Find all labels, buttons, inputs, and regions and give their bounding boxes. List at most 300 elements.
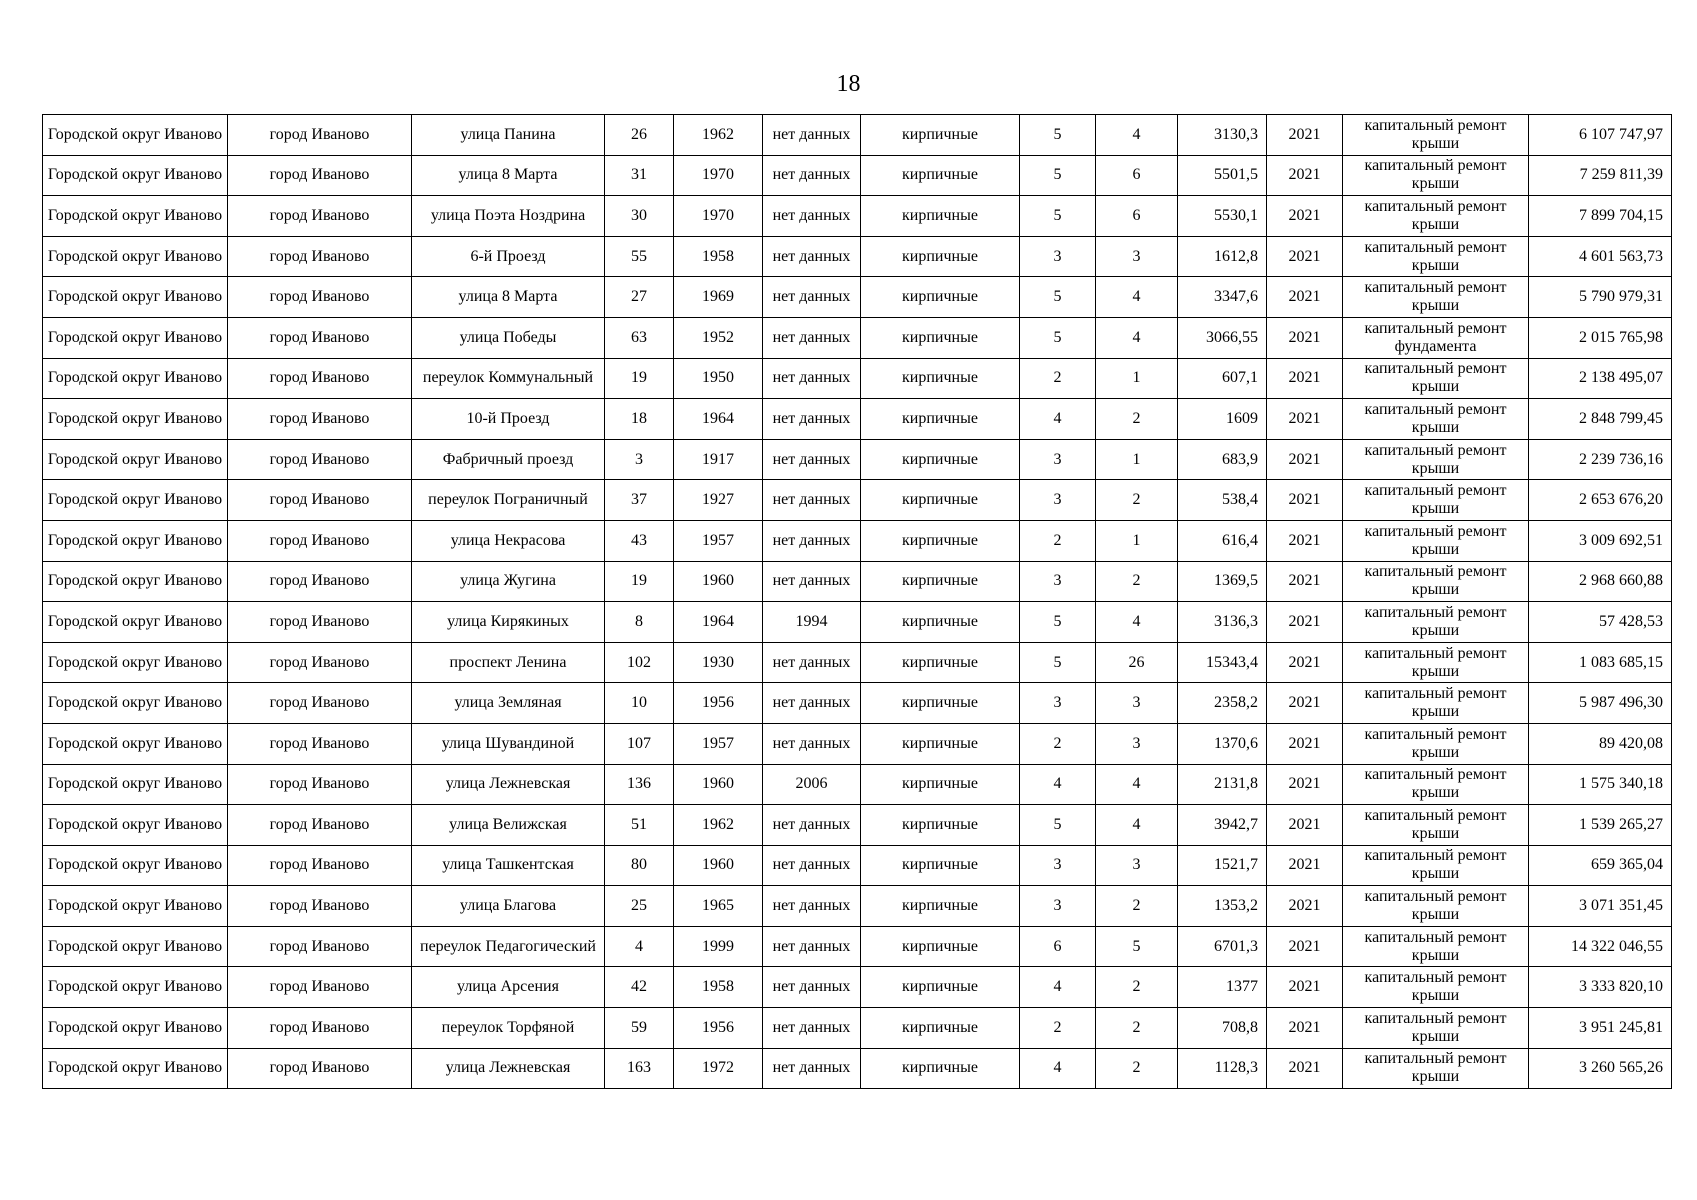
cell-street: улица 8 Марта bbox=[412, 155, 605, 196]
cell-plan-year: 2021 bbox=[1267, 358, 1343, 399]
cell-city: город Иваново bbox=[228, 805, 412, 846]
cell-year-built: 1969 bbox=[674, 277, 763, 318]
cell-plan-year: 2021 bbox=[1267, 439, 1343, 480]
cell-year-renovated: нет данных bbox=[763, 886, 861, 927]
cell-city: город Иваново bbox=[228, 642, 412, 683]
cell-house-number: 26 bbox=[605, 115, 674, 156]
cell-house-number: 42 bbox=[605, 967, 674, 1008]
cell-cost: 57 428,53 bbox=[1529, 602, 1672, 643]
cell-entrances: 1 bbox=[1096, 520, 1178, 561]
cell-street: улица Победы bbox=[412, 317, 605, 358]
cell-plan-year: 2021 bbox=[1267, 480, 1343, 521]
cell-district: Городской округ Иваново bbox=[43, 845, 228, 886]
cell-wall-material: кирпичные bbox=[861, 236, 1020, 277]
cell-floors: 4 bbox=[1020, 967, 1096, 1008]
cell-wall-material: кирпичные bbox=[861, 196, 1020, 237]
cell-plan-year: 2021 bbox=[1267, 805, 1343, 846]
cell-year-renovated: нет данных bbox=[763, 358, 861, 399]
cell-plan-year: 2021 bbox=[1267, 845, 1343, 886]
cell-entrances: 2 bbox=[1096, 480, 1178, 521]
cell-district: Городской округ Иваново bbox=[43, 886, 228, 927]
cell-cost: 14 322 046,55 bbox=[1529, 926, 1672, 967]
table-row bbox=[43, 439, 1672, 480]
cell-plan-year: 2021 bbox=[1267, 115, 1343, 156]
cell-entrances: 4 bbox=[1096, 277, 1178, 318]
table-row bbox=[43, 886, 1672, 927]
cell-year-built: 1956 bbox=[674, 1008, 763, 1049]
cell-year-built: 1999 bbox=[674, 926, 763, 967]
table-row bbox=[43, 317, 1672, 358]
cell-entrances: 3 bbox=[1096, 683, 1178, 724]
cell-area: 3130,3 bbox=[1178, 115, 1267, 156]
cell-year-renovated: нет данных bbox=[763, 642, 861, 683]
cell-house-number: 18 bbox=[605, 399, 674, 440]
cell-year-built: 1957 bbox=[674, 520, 763, 561]
cell-wall-material: кирпичные bbox=[861, 642, 1020, 683]
cell-district: Городской округ Иваново bbox=[43, 1008, 228, 1049]
cell-year-renovated: нет данных bbox=[763, 967, 861, 1008]
cell-floors: 2 bbox=[1020, 358, 1096, 399]
cell-area: 538,4 bbox=[1178, 480, 1267, 521]
cell-district: Городской округ Иваново bbox=[43, 683, 228, 724]
cell-entrances: 1 bbox=[1096, 358, 1178, 399]
cell-area: 708,8 bbox=[1178, 1008, 1267, 1049]
cell-year-renovated: нет данных bbox=[763, 155, 861, 196]
cell-area: 1612,8 bbox=[1178, 236, 1267, 277]
cell-area: 6701,3 bbox=[1178, 926, 1267, 967]
cell-entrances: 6 bbox=[1096, 196, 1178, 237]
table-row bbox=[43, 602, 1672, 643]
cell-city: город Иваново bbox=[228, 439, 412, 480]
cell-plan-year: 2021 bbox=[1267, 602, 1343, 643]
cell-year-renovated: нет данных bbox=[763, 805, 861, 846]
cell-year-renovated: нет данных bbox=[763, 520, 861, 561]
cell-year-built: 1958 bbox=[674, 236, 763, 277]
cell-district: Городской округ Иваново bbox=[43, 196, 228, 237]
cell-year-built: 1930 bbox=[674, 642, 763, 683]
cell-work-type: капитальный ремонт крыши bbox=[1343, 1008, 1529, 1049]
cell-year-built: 1957 bbox=[674, 723, 763, 764]
cell-wall-material: кирпичные bbox=[861, 1008, 1020, 1049]
cell-wall-material: кирпичные bbox=[861, 926, 1020, 967]
cell-cost: 2 239 736,16 bbox=[1529, 439, 1672, 480]
cell-house-number: 25 bbox=[605, 886, 674, 927]
cell-district: Городской округ Иваново bbox=[43, 520, 228, 561]
cell-street: переулок Пограничный bbox=[412, 480, 605, 521]
cell-year-built: 1962 bbox=[674, 115, 763, 156]
cell-entrances: 2 bbox=[1096, 1008, 1178, 1049]
cell-wall-material: кирпичные bbox=[861, 602, 1020, 643]
cell-work-type: капитальный ремонт крыши bbox=[1343, 602, 1529, 643]
cell-house-number: 8 bbox=[605, 602, 674, 643]
cell-area: 15343,4 bbox=[1178, 642, 1267, 683]
cell-entrances: 6 bbox=[1096, 155, 1178, 196]
table-row bbox=[43, 926, 1672, 967]
cell-city: город Иваново bbox=[228, 115, 412, 156]
cell-house-number: 55 bbox=[605, 236, 674, 277]
cell-year-renovated: нет данных bbox=[763, 1048, 861, 1089]
cell-entrances: 2 bbox=[1096, 399, 1178, 440]
cell-year-renovated: нет данных bbox=[763, 683, 861, 724]
cell-district: Городской округ Иваново bbox=[43, 115, 228, 156]
table-row bbox=[43, 805, 1672, 846]
cell-cost: 5 987 496,30 bbox=[1529, 683, 1672, 724]
table-row bbox=[43, 967, 1672, 1008]
cell-district: Городской округ Иваново bbox=[43, 480, 228, 521]
cell-plan-year: 2021 bbox=[1267, 520, 1343, 561]
cell-work-type: капитальный ремонт крыши bbox=[1343, 845, 1529, 886]
cell-floors: 5 bbox=[1020, 155, 1096, 196]
cell-entrances: 2 bbox=[1096, 886, 1178, 927]
cell-floors: 4 bbox=[1020, 399, 1096, 440]
cell-area: 683,9 bbox=[1178, 439, 1267, 480]
cell-street: проспект Ленина bbox=[412, 642, 605, 683]
cell-year-renovated: нет данных bbox=[763, 926, 861, 967]
cell-wall-material: кирпичные bbox=[861, 805, 1020, 846]
cell-district: Городской округ Иваново bbox=[43, 805, 228, 846]
cell-cost: 1 539 265,27 bbox=[1529, 805, 1672, 846]
cell-house-number: 10 bbox=[605, 683, 674, 724]
cell-work-type: капитальный ремонт крыши bbox=[1343, 926, 1529, 967]
cell-district: Городской округ Иваново bbox=[43, 723, 228, 764]
cell-wall-material: кирпичные bbox=[861, 480, 1020, 521]
cell-street: улица Велижская bbox=[412, 805, 605, 846]
table-row bbox=[43, 277, 1672, 318]
cell-wall-material: кирпичные bbox=[861, 723, 1020, 764]
cell-cost: 3 333 820,10 bbox=[1529, 967, 1672, 1008]
cell-area: 3136,3 bbox=[1178, 602, 1267, 643]
cell-street: улица Арсения bbox=[412, 967, 605, 1008]
cell-street: переулок Педагогический bbox=[412, 926, 605, 967]
cell-street: улица Земляная bbox=[412, 683, 605, 724]
cell-district: Городской округ Иваново bbox=[43, 317, 228, 358]
cell-district: Городской округ Иваново bbox=[43, 602, 228, 643]
cell-work-type: капитальный ремонт крыши bbox=[1343, 115, 1529, 156]
cell-wall-material: кирпичные bbox=[861, 886, 1020, 927]
table-row bbox=[43, 1048, 1672, 1089]
cell-wall-material: кирпичные bbox=[861, 1048, 1020, 1089]
cell-wall-material: кирпичные bbox=[861, 399, 1020, 440]
cell-area: 1609 bbox=[1178, 399, 1267, 440]
cell-area: 3942,7 bbox=[1178, 805, 1267, 846]
cell-year-renovated: 2006 bbox=[763, 764, 861, 805]
table-row bbox=[43, 845, 1672, 886]
cell-district: Городской округ Иваново bbox=[43, 358, 228, 399]
cell-area: 607,1 bbox=[1178, 358, 1267, 399]
cell-year-built: 1970 bbox=[674, 196, 763, 237]
cell-city: город Иваново bbox=[228, 764, 412, 805]
cell-entrances: 5 bbox=[1096, 926, 1178, 967]
cell-wall-material: кирпичные bbox=[861, 277, 1020, 318]
cell-work-type: капитальный ремонт крыши bbox=[1343, 155, 1529, 196]
cell-work-type: капитальный ремонт крыши bbox=[1343, 561, 1529, 602]
cell-district: Городской округ Иваново bbox=[43, 236, 228, 277]
table-row bbox=[43, 642, 1672, 683]
cell-floors: 3 bbox=[1020, 561, 1096, 602]
cell-year-built: 1927 bbox=[674, 480, 763, 521]
cell-city: город Иваново bbox=[228, 602, 412, 643]
cell-wall-material: кирпичные bbox=[861, 155, 1020, 196]
cell-plan-year: 2021 bbox=[1267, 277, 1343, 318]
table-row bbox=[43, 683, 1672, 724]
cell-year-renovated: нет данных bbox=[763, 236, 861, 277]
cell-year-renovated: нет данных bbox=[763, 561, 861, 602]
cell-wall-material: кирпичные bbox=[861, 439, 1020, 480]
cell-year-renovated: нет данных bbox=[763, 845, 861, 886]
cell-house-number: 163 bbox=[605, 1048, 674, 1089]
table-row bbox=[43, 561, 1672, 602]
cell-plan-year: 2021 bbox=[1267, 317, 1343, 358]
cell-floors: 2 bbox=[1020, 1008, 1096, 1049]
cell-city: город Иваново bbox=[228, 317, 412, 358]
cell-area: 616,4 bbox=[1178, 520, 1267, 561]
cell-house-number: 80 bbox=[605, 845, 674, 886]
cell-work-type: капитальный ремонт крыши bbox=[1343, 1048, 1529, 1089]
cell-city: город Иваново bbox=[228, 520, 412, 561]
cell-street: Фабричный проезд bbox=[412, 439, 605, 480]
cell-street: улица Поэта Ноздрина bbox=[412, 196, 605, 237]
cell-year-renovated: нет данных bbox=[763, 480, 861, 521]
table-row bbox=[43, 480, 1672, 521]
cell-city: город Иваново bbox=[228, 561, 412, 602]
table-row bbox=[43, 155, 1672, 196]
cell-plan-year: 2021 bbox=[1267, 236, 1343, 277]
cell-year-renovated: нет данных bbox=[763, 1008, 861, 1049]
table-row bbox=[43, 399, 1672, 440]
cell-wall-material: кирпичные bbox=[861, 683, 1020, 724]
cell-cost: 3 260 565,26 bbox=[1529, 1048, 1672, 1089]
table-row bbox=[43, 520, 1672, 561]
cell-city: город Иваново bbox=[228, 886, 412, 927]
cell-plan-year: 2021 bbox=[1267, 1048, 1343, 1089]
cell-year-renovated: нет данных bbox=[763, 317, 861, 358]
cell-year-built: 1917 bbox=[674, 439, 763, 480]
cell-house-number: 102 bbox=[605, 642, 674, 683]
cell-entrances: 2 bbox=[1096, 1048, 1178, 1089]
cell-floors: 5 bbox=[1020, 196, 1096, 237]
cell-work-type: капитальный ремонт крыши bbox=[1343, 277, 1529, 318]
cell-year-renovated: нет данных bbox=[763, 277, 861, 318]
cell-city: город Иваново bbox=[228, 277, 412, 318]
cell-house-number: 19 bbox=[605, 358, 674, 399]
cell-year-renovated: нет данных bbox=[763, 439, 861, 480]
cell-cost: 2 653 676,20 bbox=[1529, 480, 1672, 521]
cell-work-type: капитальный ремонт крыши bbox=[1343, 520, 1529, 561]
cell-year-built: 1960 bbox=[674, 764, 763, 805]
cell-district: Городской округ Иваново bbox=[43, 155, 228, 196]
cell-house-number: 27 bbox=[605, 277, 674, 318]
cell-work-type: капитальный ремонт крыши bbox=[1343, 764, 1529, 805]
cell-year-built: 1956 bbox=[674, 683, 763, 724]
cell-year-built: 1960 bbox=[674, 845, 763, 886]
housing-repair-table bbox=[42, 114, 1672, 1089]
cell-area: 1369,5 bbox=[1178, 561, 1267, 602]
cell-house-number: 63 bbox=[605, 317, 674, 358]
cell-district: Городской округ Иваново bbox=[43, 1048, 228, 1089]
cell-street: 10-й Проезд bbox=[412, 399, 605, 440]
cell-plan-year: 2021 bbox=[1267, 886, 1343, 927]
cell-cost: 7 899 704,15 bbox=[1529, 196, 1672, 237]
cell-district: Городской округ Иваново bbox=[43, 439, 228, 480]
cell-entrances: 3 bbox=[1096, 236, 1178, 277]
table-row bbox=[43, 115, 1672, 156]
cell-city: город Иваново bbox=[228, 1008, 412, 1049]
cell-district: Городской округ Иваново bbox=[43, 967, 228, 1008]
cell-entrances: 4 bbox=[1096, 602, 1178, 643]
cell-year-built: 1970 bbox=[674, 155, 763, 196]
cell-area: 2358,2 bbox=[1178, 683, 1267, 724]
cell-city: город Иваново bbox=[228, 683, 412, 724]
cell-floors: 3 bbox=[1020, 845, 1096, 886]
cell-floors: 3 bbox=[1020, 480, 1096, 521]
page-number: 18 bbox=[836, 71, 861, 97]
cell-street: улица Благова bbox=[412, 886, 605, 927]
cell-floors: 4 bbox=[1020, 1048, 1096, 1089]
cell-work-type: капитальный ремонт крыши bbox=[1343, 399, 1529, 440]
cell-city: город Иваново bbox=[228, 480, 412, 521]
cell-year-built: 1972 bbox=[674, 1048, 763, 1089]
cell-house-number: 107 bbox=[605, 723, 674, 764]
table-row bbox=[43, 723, 1672, 764]
cell-area: 3347,6 bbox=[1178, 277, 1267, 318]
cell-district: Городской округ Иваново bbox=[43, 277, 228, 318]
cell-floors: 5 bbox=[1020, 602, 1096, 643]
cell-area: 1128,3 bbox=[1178, 1048, 1267, 1089]
cell-cost: 2 968 660,88 bbox=[1529, 561, 1672, 602]
cell-area: 2131,8 bbox=[1178, 764, 1267, 805]
cell-plan-year: 2021 bbox=[1267, 926, 1343, 967]
cell-area: 1521,7 bbox=[1178, 845, 1267, 886]
cell-cost: 659 365,04 bbox=[1529, 845, 1672, 886]
cell-area: 5530,1 bbox=[1178, 196, 1267, 237]
cell-area: 5501,5 bbox=[1178, 155, 1267, 196]
cell-floors: 5 bbox=[1020, 642, 1096, 683]
cell-work-type: капитальный ремонт фундамента bbox=[1343, 317, 1529, 358]
cell-street: переулок Торфяной bbox=[412, 1008, 605, 1049]
cell-work-type: капитальный ремонт крыши bbox=[1343, 967, 1529, 1008]
cell-floors: 3 bbox=[1020, 236, 1096, 277]
cell-year-renovated: нет данных bbox=[763, 723, 861, 764]
cell-entrances: 4 bbox=[1096, 805, 1178, 846]
cell-street: 6-й Проезд bbox=[412, 236, 605, 277]
cell-year-built: 1960 bbox=[674, 561, 763, 602]
cell-district: Городской округ Иваново bbox=[43, 399, 228, 440]
table-row bbox=[43, 1008, 1672, 1049]
cell-street: улица Кирякиных bbox=[412, 602, 605, 643]
cell-work-type: капитальный ремонт крыши bbox=[1343, 886, 1529, 927]
cell-house-number: 37 bbox=[605, 480, 674, 521]
cell-house-number: 43 bbox=[605, 520, 674, 561]
cell-floors: 3 bbox=[1020, 439, 1096, 480]
cell-year-built: 1950 bbox=[674, 358, 763, 399]
cell-floors: 5 bbox=[1020, 115, 1096, 156]
cell-year-built: 1965 bbox=[674, 886, 763, 927]
cell-year-renovated: нет данных bbox=[763, 399, 861, 440]
cell-cost: 5 790 979,31 bbox=[1529, 277, 1672, 318]
cell-district: Городской округ Иваново bbox=[43, 561, 228, 602]
cell-year-built: 1952 bbox=[674, 317, 763, 358]
cell-year-built: 1964 bbox=[674, 602, 763, 643]
cell-year-renovated: 1994 bbox=[763, 602, 861, 643]
cell-cost: 4 601 563,73 bbox=[1529, 236, 1672, 277]
cell-house-number: 136 bbox=[605, 764, 674, 805]
cell-cost: 3 951 245,81 bbox=[1529, 1008, 1672, 1049]
cell-city: город Иваново bbox=[228, 358, 412, 399]
cell-street: улица Шувандиной bbox=[412, 723, 605, 764]
cell-floors: 5 bbox=[1020, 277, 1096, 318]
table-row bbox=[43, 196, 1672, 237]
cell-district: Городской округ Иваново bbox=[43, 926, 228, 967]
cell-floors: 5 bbox=[1020, 317, 1096, 358]
cell-entrances: 3 bbox=[1096, 723, 1178, 764]
cell-work-type: капитальный ремонт крыши bbox=[1343, 723, 1529, 764]
cell-cost: 1 575 340,18 bbox=[1529, 764, 1672, 805]
cell-cost: 2 848 799,45 bbox=[1529, 399, 1672, 440]
cell-house-number: 51 bbox=[605, 805, 674, 846]
cell-floors: 2 bbox=[1020, 723, 1096, 764]
cell-house-number: 31 bbox=[605, 155, 674, 196]
table-row bbox=[43, 236, 1672, 277]
cell-area: 1353,2 bbox=[1178, 886, 1267, 927]
cell-cost: 6 107 747,97 bbox=[1529, 115, 1672, 156]
cell-house-number: 30 bbox=[605, 196, 674, 237]
cell-cost: 7 259 811,39 bbox=[1529, 155, 1672, 196]
cell-work-type: капитальный ремонт крыши bbox=[1343, 358, 1529, 399]
cell-work-type: капитальный ремонт крыши bbox=[1343, 196, 1529, 237]
cell-entrances: 2 bbox=[1096, 967, 1178, 1008]
cell-cost: 2 015 765,98 bbox=[1529, 317, 1672, 358]
cell-wall-material: кирпичные bbox=[861, 845, 1020, 886]
cell-wall-material: кирпичные bbox=[861, 115, 1020, 156]
cell-house-number: 59 bbox=[605, 1008, 674, 1049]
cell-year-built: 1962 bbox=[674, 805, 763, 846]
cell-wall-material: кирпичные bbox=[861, 358, 1020, 399]
cell-plan-year: 2021 bbox=[1267, 1008, 1343, 1049]
cell-cost: 2 138 495,07 bbox=[1529, 358, 1672, 399]
table-body bbox=[43, 115, 1672, 1089]
cell-house-number: 4 bbox=[605, 926, 674, 967]
cell-floors: 5 bbox=[1020, 805, 1096, 846]
cell-wall-material: кирпичные bbox=[861, 764, 1020, 805]
cell-district: Городской округ Иваново bbox=[43, 642, 228, 683]
cell-wall-material: кирпичные bbox=[861, 520, 1020, 561]
cell-cost: 1 083 685,15 bbox=[1529, 642, 1672, 683]
cell-work-type: капитальный ремонт крыши bbox=[1343, 236, 1529, 277]
cell-entrances: 4 bbox=[1096, 115, 1178, 156]
cell-city: город Иваново bbox=[228, 399, 412, 440]
cell-plan-year: 2021 bbox=[1267, 683, 1343, 724]
cell-street: улица Лежневская bbox=[412, 764, 605, 805]
cell-cost: 3 071 351,45 bbox=[1529, 886, 1672, 927]
cell-entrances: 4 bbox=[1096, 317, 1178, 358]
cell-street: улица Жугина bbox=[412, 561, 605, 602]
cell-plan-year: 2021 bbox=[1267, 399, 1343, 440]
cell-city: город Иваново bbox=[228, 155, 412, 196]
cell-street: улица Некрасова bbox=[412, 520, 605, 561]
cell-entrances: 26 bbox=[1096, 642, 1178, 683]
cell-city: город Иваново bbox=[228, 196, 412, 237]
cell-city: город Иваново bbox=[228, 1048, 412, 1089]
cell-area: 3066,55 bbox=[1178, 317, 1267, 358]
cell-city: город Иваново bbox=[228, 845, 412, 886]
cell-work-type: капитальный ремонт крыши bbox=[1343, 480, 1529, 521]
cell-year-renovated: нет данных bbox=[763, 115, 861, 156]
cell-street: улица Ташкентская bbox=[412, 845, 605, 886]
cell-city: город Иваново bbox=[228, 236, 412, 277]
cell-plan-year: 2021 bbox=[1267, 967, 1343, 1008]
cell-plan-year: 2021 bbox=[1267, 196, 1343, 237]
cell-floors: 3 bbox=[1020, 886, 1096, 927]
